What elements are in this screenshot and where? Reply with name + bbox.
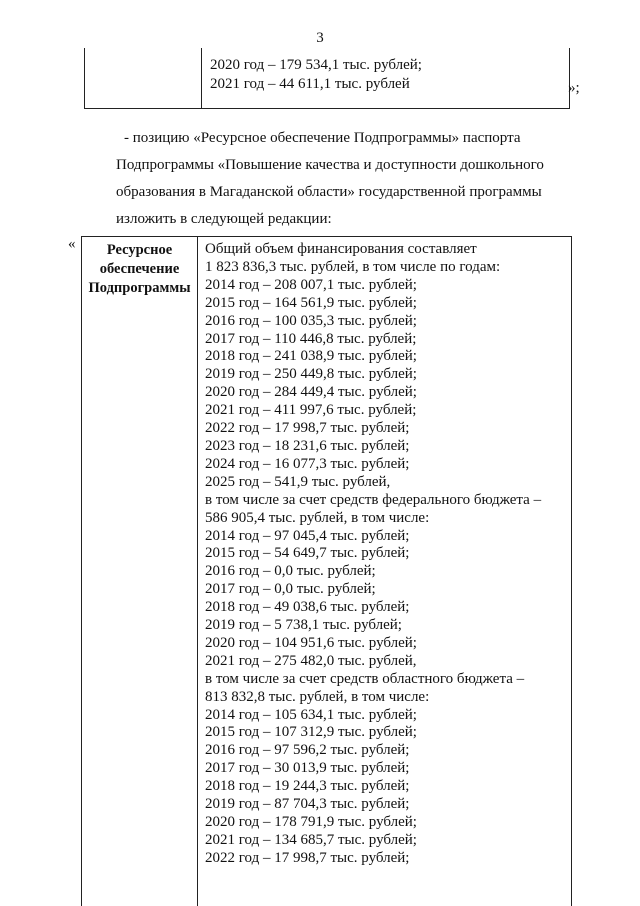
funding-line: 2023 год – 18 231,6 тыс. рублей;	[205, 437, 410, 454]
funding-line: 2020 год – 284 449,4 тыс. рублей;	[205, 384, 417, 401]
content-line: 2021 год – 44 611,1 тыс. рублей	[210, 76, 410, 92]
funding-line: 586 905,4 тыс. рублей, в том числе:	[205, 509, 430, 526]
funding-line: 2016 год – 0,0 тыс. рублей;	[205, 563, 376, 580]
funding-line: 2024 год – 16 077,3 тыс. рублей;	[205, 455, 410, 472]
funding-details	[205, 241, 541, 868]
page-number: 3	[316, 30, 324, 46]
closing-quote: »;	[568, 80, 580, 96]
funding-line: 2014 год – 105 634,1 тыс. рублей;	[205, 706, 417, 723]
paragraph-line: изложить в следующей редакции:	[116, 211, 332, 227]
resource-table	[81, 236, 572, 906]
funding-line: 2025 год – 541,9 тыс. рублей,	[205, 473, 391, 490]
label-line: Ресурсное	[106, 242, 173, 258]
funding-line: 2015 год – 54 649,7 тыс. рублей;	[205, 545, 410, 562]
label-line: Подпрограммы	[88, 280, 191, 296]
funding-line: 2017 год – 110 446,8 тыс. рублей;	[205, 330, 417, 347]
funding-line: 2014 год – 97 045,4 тыс. рублей;	[205, 527, 410, 544]
continued-table	[84, 48, 570, 109]
column-divider	[201, 48, 202, 108]
funding-line: 2020 год – 178 791,9 тыс. рублей;	[205, 814, 417, 830]
paragraph-line: - позицию «Ресурсное обеспечение Подпрограммы» паспорта	[124, 130, 521, 146]
funding-line: Общий объем финансирования составляет	[205, 241, 477, 257]
label-line: обеспечение	[99, 261, 180, 277]
opening-quote: «	[68, 236, 76, 252]
funding-line: 2019 год – 5 738,1 тыс. рублей;	[205, 617, 402, 634]
column-divider	[197, 237, 198, 906]
funding-line: 2019 год – 87 704,3 тыс. рублей;	[205, 796, 410, 813]
funding-line: 2021 год – 411 997,6 тыс. рублей;	[205, 402, 417, 419]
funding-line: 2018 год – 19 244,3 тыс. рублей;	[205, 778, 410, 795]
funding-line: 2018 год – 241 038,9 тыс. рублей;	[205, 348, 417, 365]
funding-line: 2022 год – 17 998,7 тыс. рублей;	[205, 420, 410, 437]
funding-line: 2019 год – 250 449,8 тыс. рублей;	[205, 366, 417, 383]
funding-line: 2014 год – 208 007,1 тыс. рублей;	[205, 276, 417, 293]
funding-line: 2016 год – 100 035,3 тыс. рублей;	[205, 312, 417, 329]
funding-line: 1 823 836,3 тыс. рублей, в том числе по годам:	[205, 258, 501, 275]
paragraph-line: Подпрограммы «Повышение качества и доступности дошкольного	[116, 157, 544, 173]
funding-line: 2021 год – 134 685,7 тыс. рублей;	[205, 831, 417, 848]
funding-line: 813 832,8 тыс. рублей, в том числе:	[205, 688, 430, 705]
paragraph-line: образования в Магаданской области» государственной программы	[116, 184, 542, 200]
funding-line: 2016 год – 97 596,2 тыс. рублей;	[205, 742, 410, 759]
row-label	[82, 241, 197, 298]
funding-line: 2015 год – 164 561,9 тыс. рублей;	[205, 294, 417, 311]
funding-line: 2018 год – 49 038,6 тыс. рублей;	[205, 599, 410, 616]
continued-table-content	[210, 56, 422, 94]
funding-line: 2017 год – 30 013,9 тыс. рублей;	[205, 760, 410, 777]
funding-line: 2020 год – 104 951,6 тыс. рублей;	[205, 634, 417, 651]
funding-line: 2015 год – 107 312,9 тыс. рублей;	[205, 724, 417, 741]
funding-line: в том числе за счет средств федерального бюджета –	[205, 491, 542, 508]
content-line: 2020 год – 179 534,1 тыс. рублей;	[210, 57, 422, 73]
funding-line: 2017 год – 0,0 тыс. рублей;	[205, 581, 376, 598]
funding-line: 2022 год – 17 998,7 тыс. рублей;	[205, 849, 410, 866]
funding-line: 2021 год – 275 482,0 тыс. рублей,	[205, 652, 417, 669]
funding-line: в том числе за счет средств областного бюджета –	[205, 670, 525, 687]
